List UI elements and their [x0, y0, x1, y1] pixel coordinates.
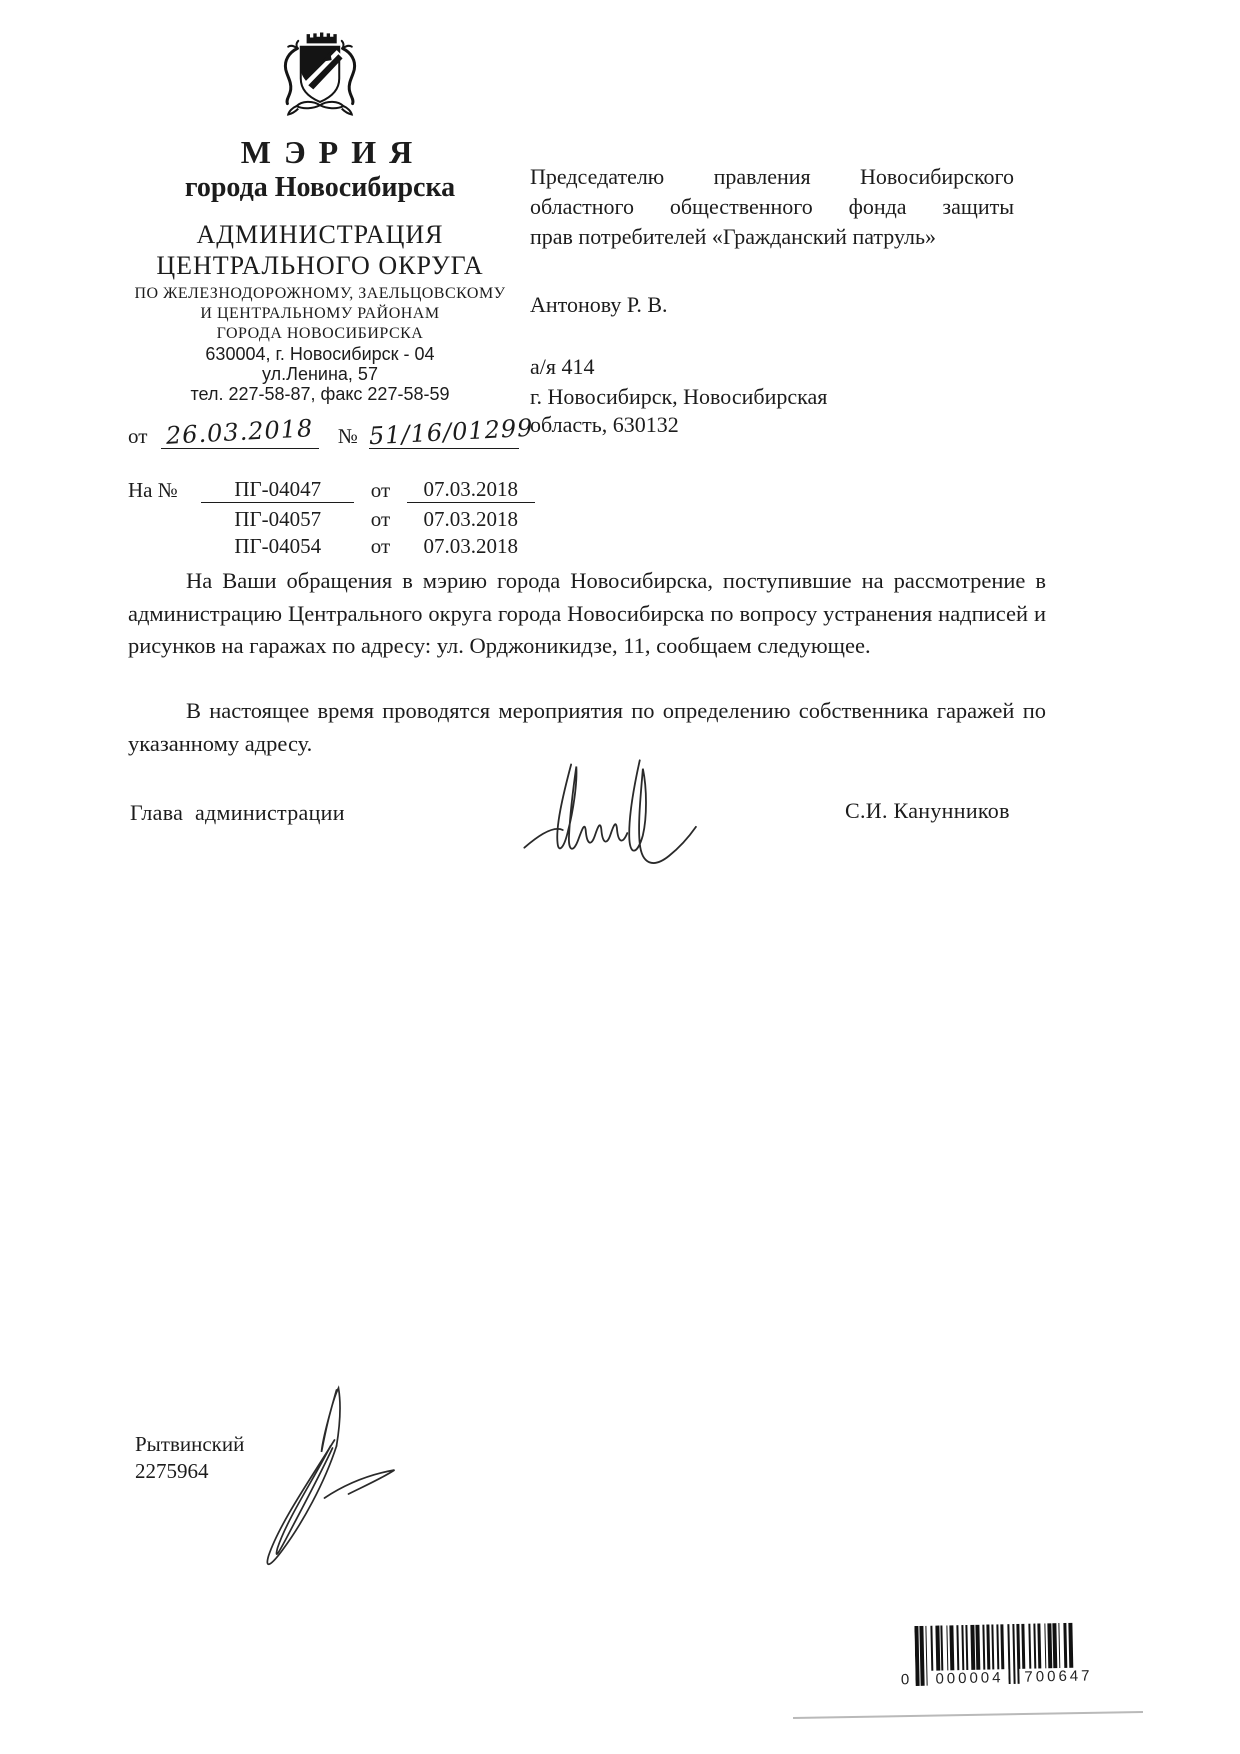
outgoing-date-handwritten: 26.03.2018: [165, 414, 314, 450]
body-paragraph-1: На Ваши обращения в мэрию города Новосибирска, поступившие на рассмотрение в администрацию Центрального округа города Новосибирска по вопросу устранения надписей и рисунков на гаражах по адресу: ул. Орджоникидзе, 11, сообщаем следующее.: [128, 568, 1046, 658]
recipient-line-2: областного общественного фонда защиты: [530, 194, 1014, 219]
novosibirsk-coat-of-arms-icon: [268, 30, 372, 122]
recipient-line-3: прав потребителей «Гражданский патруль»: [530, 224, 937, 249]
incoming-ref-ot-1: от: [370, 478, 391, 502]
recipient-name: Антонову Р. В.: [530, 292, 668, 317]
outgoing-date-label: от: [128, 424, 148, 448]
org-subdivision-2: ЦЕНТРАЛЬНОГО ОКРУГА: [156, 251, 484, 280]
incoming-ref-number-1: ПГ-04047: [201, 477, 354, 503]
org-districts-3: ГОРОДА НОВОСИБИРСКА: [216, 325, 424, 342]
executor-name: Рытвинский: [135, 1432, 245, 1456]
incoming-ref-row-3: [128, 534, 535, 559]
recipient-city-2: область, 630132: [530, 412, 679, 437]
org-postal-address: 630004, г. Новосибирск - 04: [205, 344, 435, 364]
recipient-city-1: г. Новосибирск, Новосибирская: [530, 384, 828, 409]
org-subdivision-1: АДМИНИСТРАЦИЯ: [196, 220, 444, 249]
incoming-label: На №: [128, 478, 178, 502]
incoming-ref-date-1: 07.03.2018: [407, 477, 535, 503]
incoming-ref-row-2: [128, 507, 535, 532]
org-street-address: ул.Ленина, 57: [262, 364, 378, 384]
outgoing-number-field: [368, 413, 535, 451]
incoming-ref-date-2: 07.03.2018: [423, 507, 518, 531]
recipient-line-1: Председателю правления Новосибирского: [530, 164, 1014, 189]
signer-name: С.И. Канунников: [845, 798, 1010, 823]
incoming-ref-date-3: 07.03.2018: [423, 534, 518, 558]
incoming-ref-row-1: [128, 477, 535, 503]
barcode-digits-group-2: 700647: [1019, 1667, 1097, 1687]
org-title-city: города Новосибирска: [184, 172, 456, 203]
incoming-ref-number-3: ПГ-04054: [234, 534, 322, 558]
org-title: МЭРИЯ: [240, 134, 426, 170]
signer-position: Глава администрации: [130, 800, 345, 825]
outgoing-date-field: [161, 414, 319, 450]
outgoing-number-row: [128, 413, 548, 451]
executor-phone: 2275964: [135, 1459, 209, 1483]
executor-signature: [222, 1378, 412, 1593]
head-signature: [515, 752, 725, 882]
recipient-po-box: а/я 414: [530, 354, 595, 379]
incoming-ref-ot-3: от: [370, 534, 391, 558]
org-phone-fax: тел. 227-58-87, факс 227-58-59: [190, 384, 450, 404]
barcode-digit-left: 0: [900, 1671, 913, 1689]
outgoing-number-label: №: [337, 424, 358, 448]
org-districts-2: И ЦЕНТРАЛЬНОМУ РАЙОНАМ: [200, 305, 440, 322]
org-districts-1: ПО ЖЕЛЕЗНОДОРОЖНОМУ, ЗАЕЛЬЦОВСКОМУ: [134, 285, 506, 302]
barcode-digits-group-1: 000004: [930, 1669, 1008, 1689]
incoming-ref-number-2: ПГ-04057: [234, 507, 322, 531]
body-paragraph-2: В настоящее время проводятся мероприятия по определению собственника гаражей по указанному адресу.: [128, 698, 1046, 756]
incoming-ref-ot-2: от: [370, 507, 391, 531]
scan-artifact-line: [793, 1711, 1143, 1719]
recipient-block: [530, 162, 1014, 252]
barcode: [900, 1622, 1111, 1689]
outgoing-number-handwritten: 51/16/01299: [368, 413, 535, 451]
